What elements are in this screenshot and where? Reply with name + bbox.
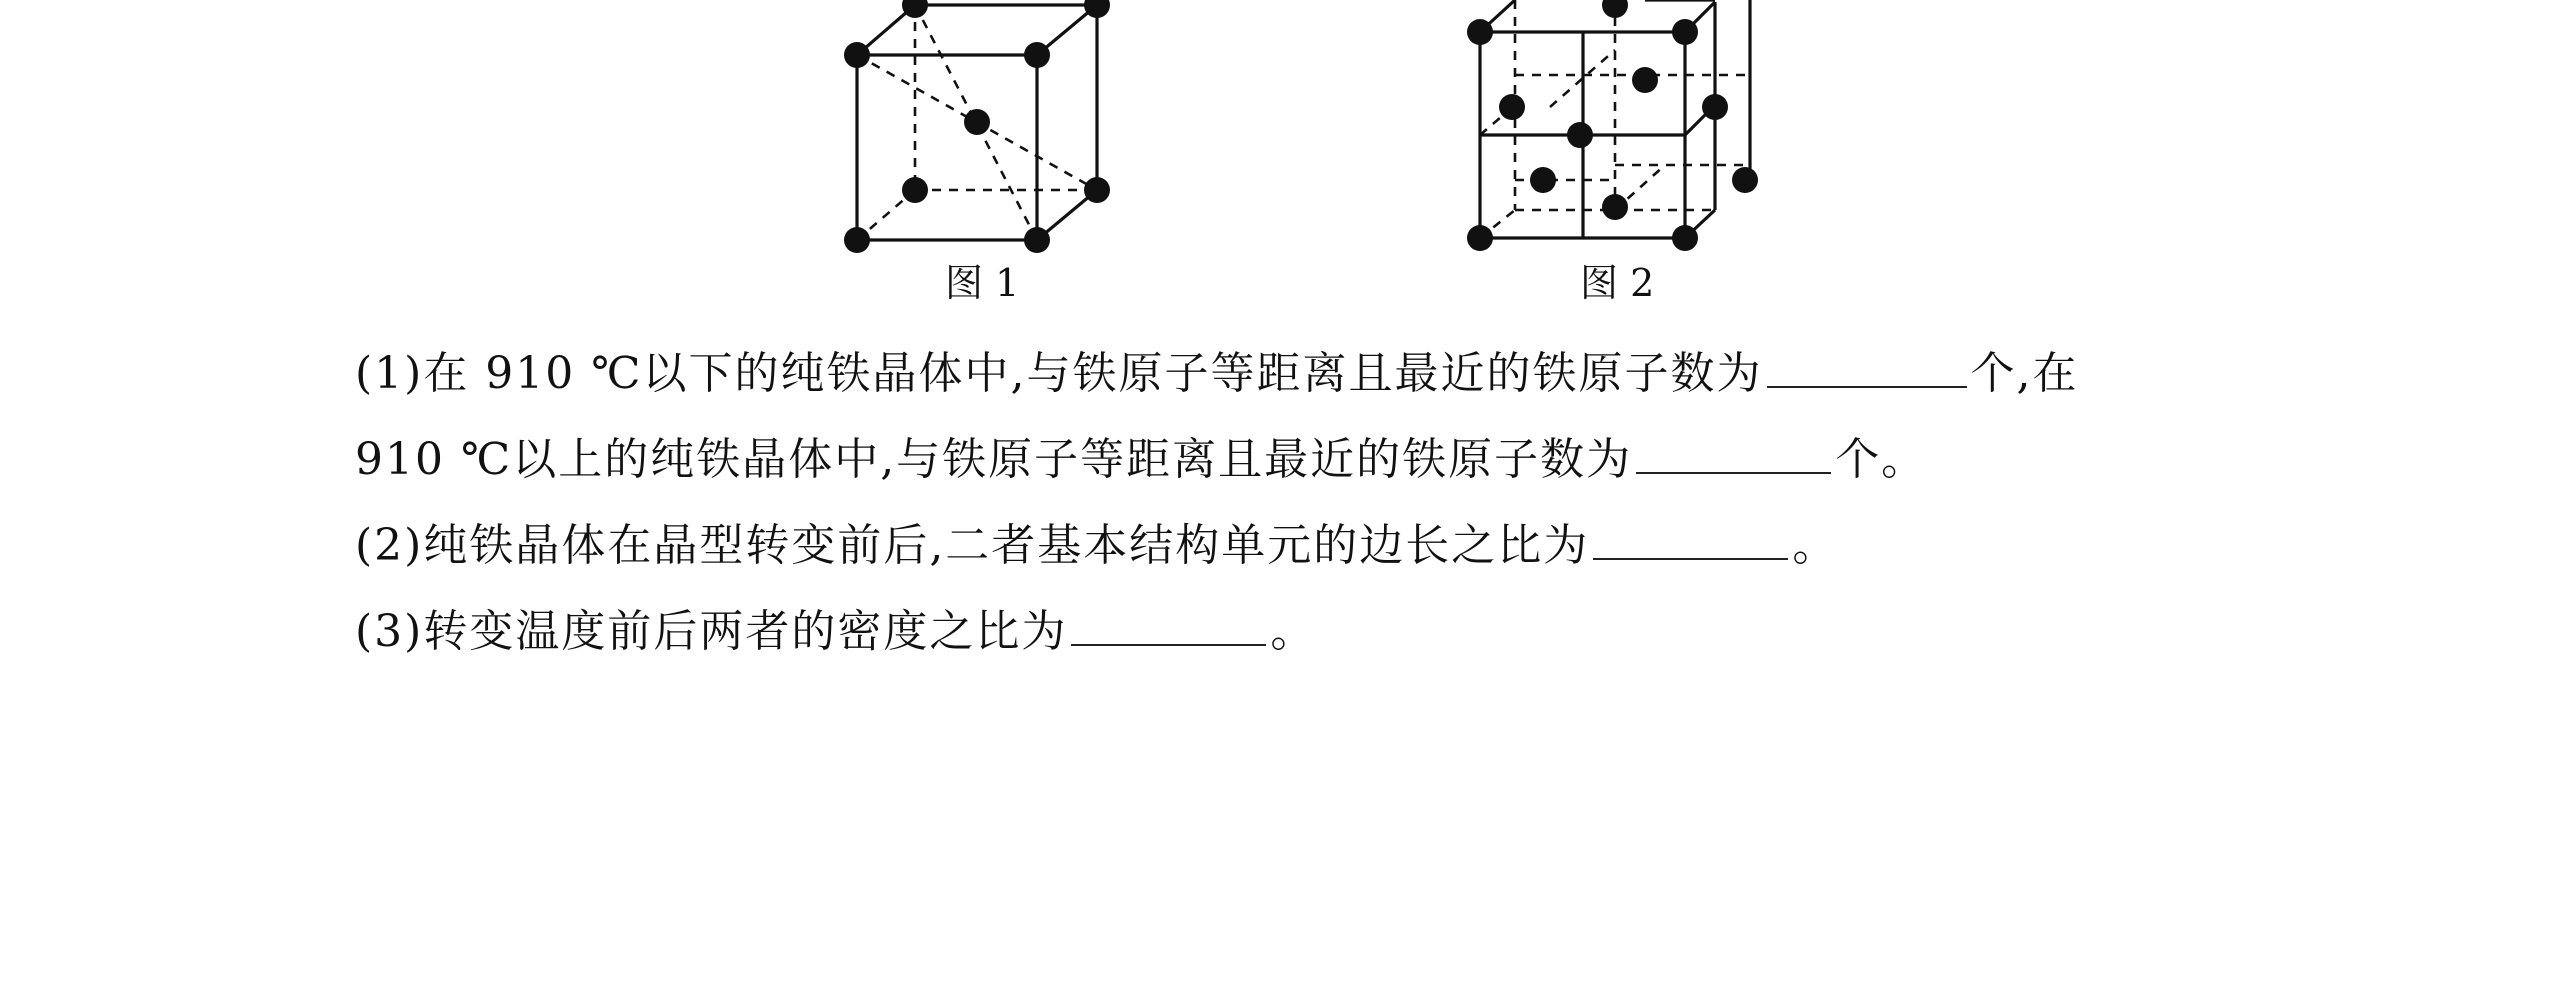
answer-blank-2[interactable] (1636, 426, 1831, 474)
atom (1602, 0, 1628, 18)
atom (964, 109, 990, 135)
question-2 (355, 512, 1838, 572)
question-1-text-d: 个。 (1835, 434, 1928, 485)
figure-1-caption: 图 1 (945, 261, 1020, 305)
atom (1702, 94, 1728, 120)
figure-2-fcc-cell (1465, 0, 1765, 260)
atom (1672, 225, 1698, 251)
question-1-text-a: (1)在 910 ℃以下的纯铁晶体中,与铁原子等距离且最近的铁原子数为 (355, 348, 1763, 399)
atom (1632, 67, 1658, 93)
atom (1732, 167, 1758, 193)
atom (902, 177, 928, 203)
atom (844, 227, 870, 253)
atom (1467, 225, 1493, 251)
figure-1-bcc-cell (840, 0, 1130, 260)
question-1-line-2 (355, 426, 1927, 486)
figure-2-caption: 图 2 (1580, 261, 1655, 305)
answer-blank-1[interactable] (1767, 340, 1967, 388)
question-1-line-1 (355, 340, 2079, 400)
atom (1530, 167, 1556, 193)
atom (844, 42, 870, 68)
answer-blank-4[interactable] (1071, 598, 1266, 646)
atom (1024, 227, 1050, 253)
atom (1467, 19, 1493, 45)
question-2-suffix: 。 (1792, 520, 1839, 571)
atom (1672, 19, 1698, 45)
atom (1084, 0, 1110, 18)
question-2-text: (2)纯铁晶体在晶型转变前后,二者基本结构单元的边长之比为 (355, 520, 1590, 571)
atom (1499, 94, 1525, 120)
atom (1567, 122, 1593, 148)
answer-blank-3[interactable] (1593, 512, 1788, 560)
atom (1024, 42, 1050, 68)
question-3-suffix: 。 (1270, 606, 1317, 657)
atom (1602, 194, 1628, 220)
question-3-text: (3)转变温度前后两者的密度之比为 (355, 606, 1068, 657)
question-1-text-b: 个,在 (1970, 348, 2079, 399)
atom (1084, 177, 1110, 203)
question-1-text-c: 910 ℃以上的纯铁晶体中,与铁原子等距离且最近的铁原子数为 (355, 434, 1633, 485)
question-3 (355, 598, 1316, 658)
atom (902, 0, 928, 18)
